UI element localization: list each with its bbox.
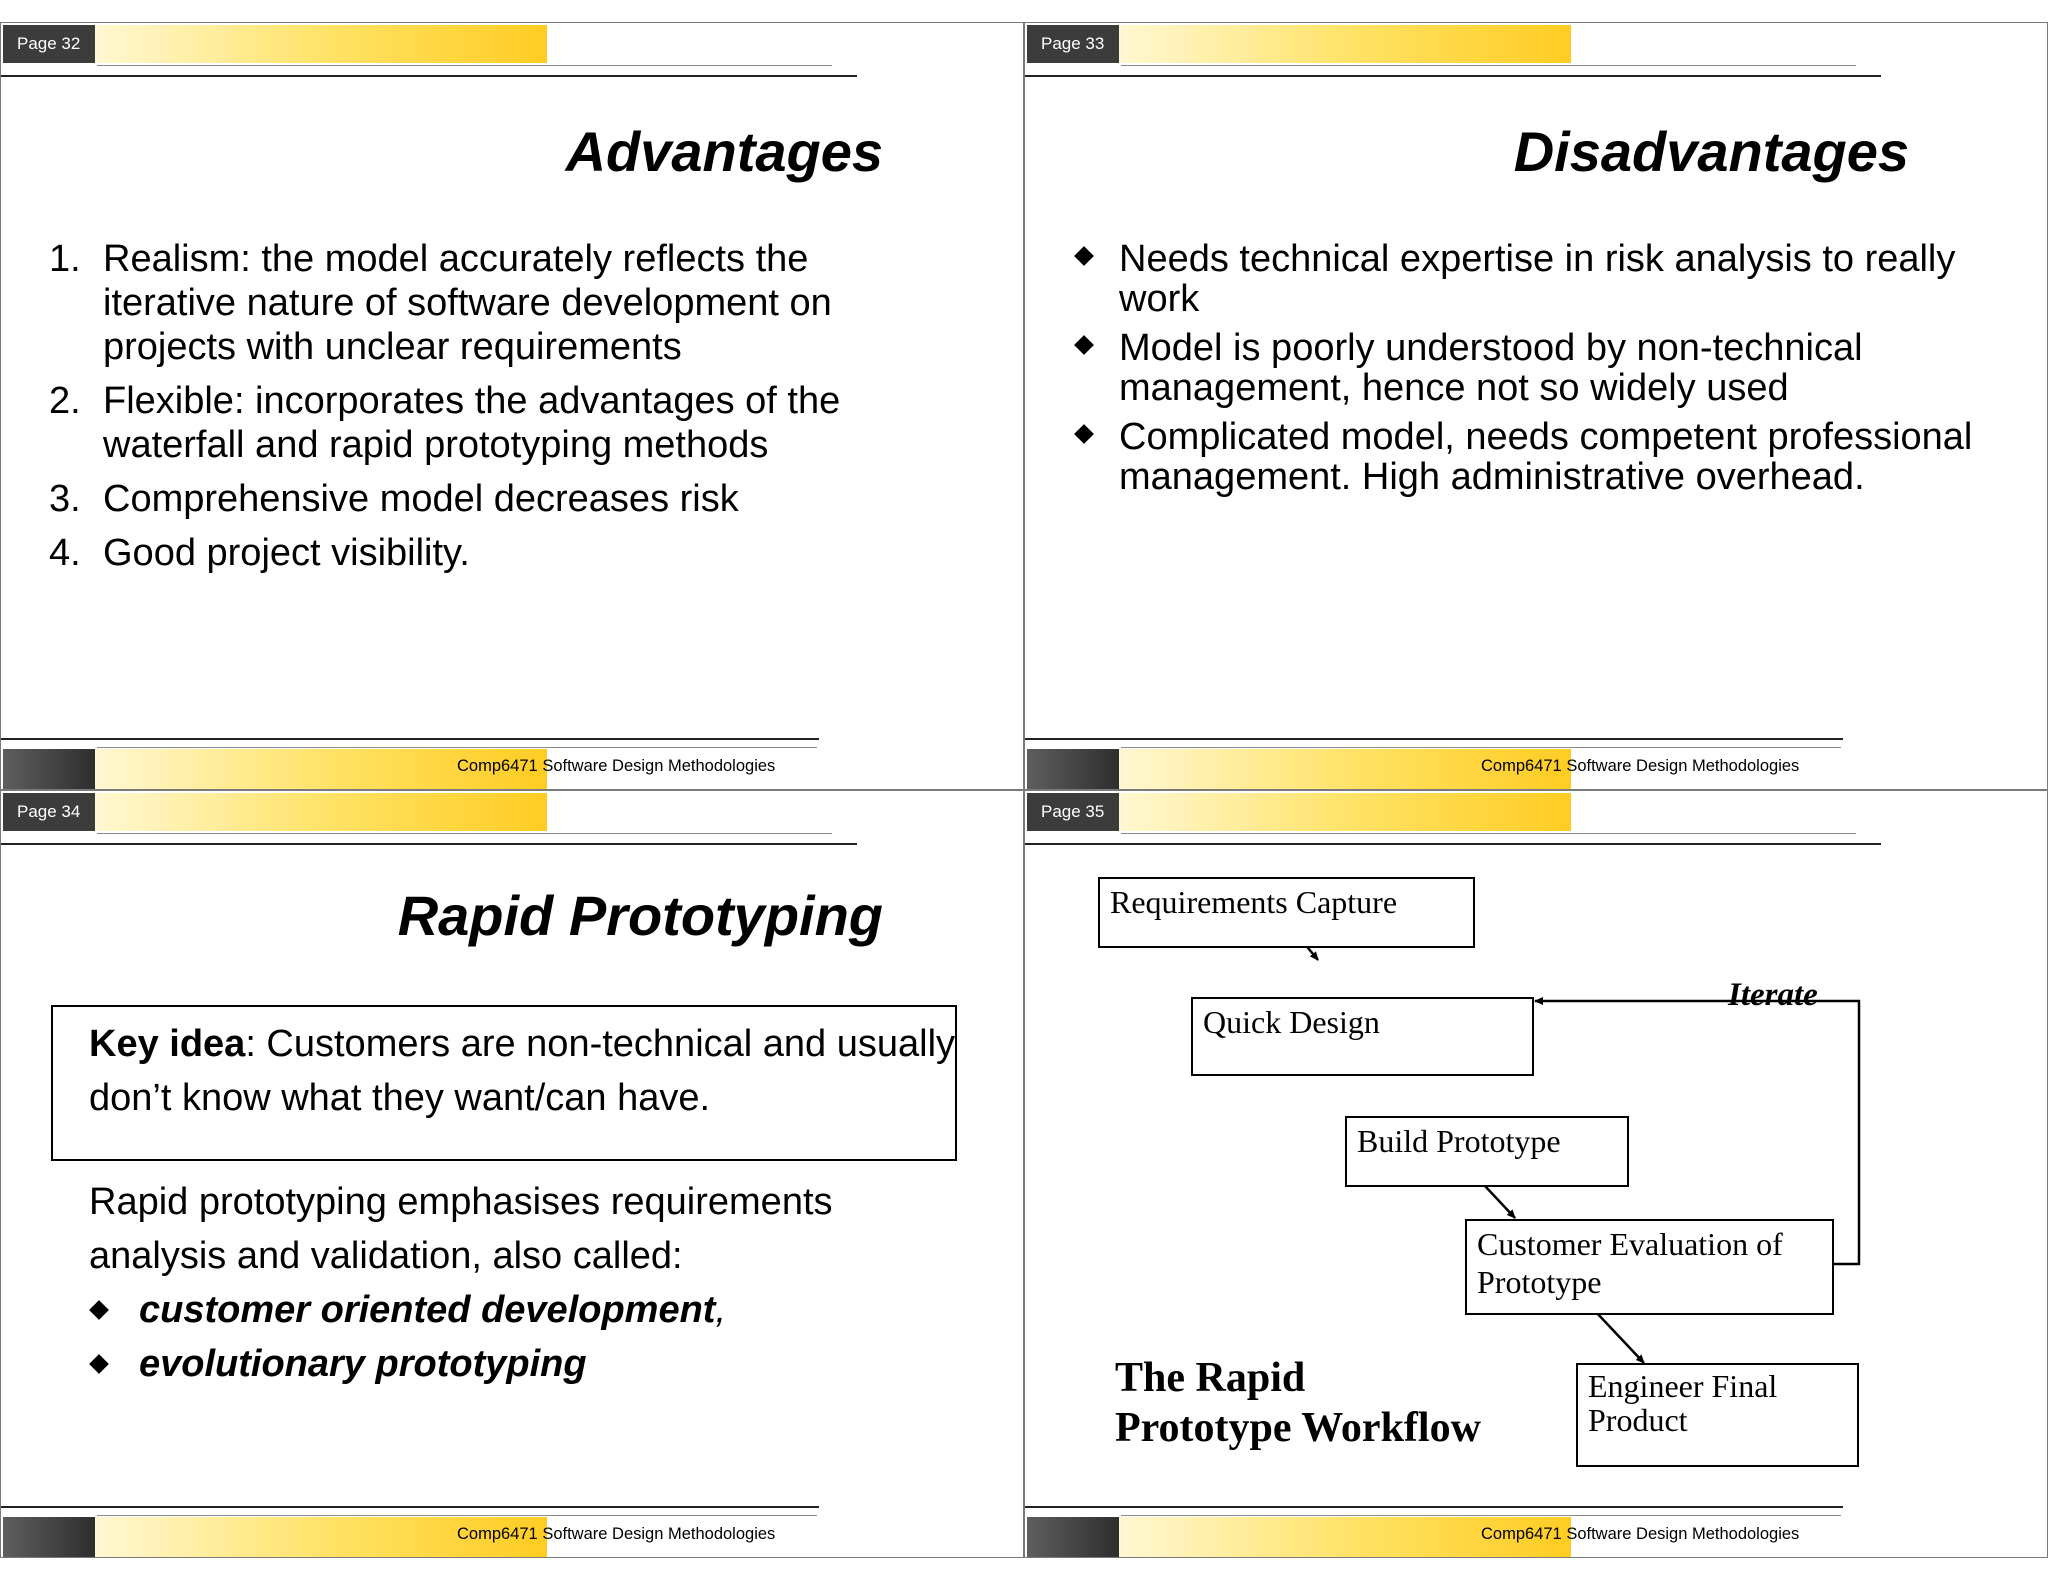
caption-line: Prototype Workflow (1115, 1405, 1481, 1451)
footer-divider (1025, 1506, 1843, 1508)
course-title: Software Design Methodologies (1566, 757, 1800, 775)
diamond-bullet-icon (1074, 246, 1094, 266)
footer-divider (1, 738, 819, 740)
course-code: Comp6471 (457, 757, 538, 775)
item-suffix: , (715, 1289, 727, 1331)
item-text: Needs technical expertise in risk analysis to really work (1119, 238, 1956, 320)
list-item (49, 531, 929, 575)
slide-page-34 (0, 790, 1024, 1558)
flow-arrow (1485, 1186, 1515, 1218)
list-item (49, 379, 929, 467)
workflow-step-box: Build Prototype (1345, 1116, 1629, 1187)
key-idea-label: Key idea (89, 1023, 246, 1065)
course-title: Software Design Methodologies (1566, 1525, 1800, 1543)
course-code: Comp6471 (457, 1525, 538, 1543)
key-idea-box (51, 1005, 957, 1161)
footer-course-text (1481, 1525, 1799, 1544)
page-number-label: Page 33 (1027, 25, 1119, 63)
course-title: Software Design Methodologies (542, 1525, 776, 1543)
list-item (1059, 328, 2039, 408)
item-text: evolutionary prototyping (139, 1343, 587, 1385)
list-item (89, 1283, 726, 1337)
list-item (1059, 417, 2039, 497)
item-text: Comprehensive model decreases risk (103, 478, 739, 520)
item-text: Good project visibility. (103, 532, 470, 574)
item-number: 3. (49, 478, 81, 520)
course-code: Comp6471 (1481, 1525, 1562, 1543)
footer-divider (1121, 1515, 1841, 1516)
diamond-bullet-icon (89, 1354, 109, 1374)
footer-dark-block (1027, 1517, 1119, 1557)
key-idea-text: : Customers are non-technical and usually don’t know what they want/can have. (89, 1023, 956, 1119)
caption-line: The Rapid (1115, 1355, 1306, 1401)
course-title: Software Design Methodologies (542, 757, 776, 775)
list-item (49, 477, 929, 521)
footer-dark-block (3, 749, 95, 789)
flow-arrow (1595, 1311, 1644, 1363)
workflow-step-box: Engineer Final Product (1576, 1363, 1859, 1467)
page-number-label: Page 34 (3, 793, 95, 831)
header-divider (97, 833, 832, 834)
item-number: 2. (49, 380, 81, 422)
item-text: Flexible: incorporates the advantages of the waterfall and rapid prototyping methods (103, 380, 841, 466)
list-item (89, 1337, 726, 1391)
disadvantages-list (1059, 239, 2039, 506)
header-divider (1025, 75, 1881, 77)
workflow-step-box: Quick Design (1191, 997, 1534, 1076)
item-text: Realism: the model accurately reflects the iterative nature of software development on projects with unclear requirements (103, 238, 832, 368)
footer-course-text (1481, 757, 1799, 776)
advantages-list (49, 237, 929, 585)
item-text: customer oriented development (139, 1289, 716, 1331)
item-text: Complicated model, needs competent professional management. High administrative overhead. (1119, 416, 1973, 498)
slide-title: Rapid Prototyping (397, 884, 883, 947)
page-number-label: Page 35 (1027, 793, 1119, 831)
diamond-bullet-icon (1074, 424, 1094, 444)
page-number-label: Page 32 (3, 25, 95, 63)
header-divider (97, 65, 832, 66)
header-divider (1, 75, 857, 77)
footer-divider (1, 1506, 819, 1508)
diamond-bullet-icon (1074, 335, 1094, 355)
workflow-step-box: Customer Evaluation of Prototype (1465, 1219, 1834, 1315)
item-number: 1. (49, 238, 81, 280)
footer-divider (97, 747, 817, 748)
footer-dark-block (1027, 749, 1119, 789)
footer-divider (97, 1515, 817, 1516)
aka-list (89, 1283, 726, 1391)
iterate-label: Iterate (1728, 977, 1818, 1013)
slide-title: Disadvantages (1513, 120, 1909, 183)
header-divider (1121, 65, 1856, 66)
footer-course-text (457, 757, 775, 776)
list-item (49, 237, 929, 369)
slide-title: Advantages (565, 120, 883, 183)
description-paragraph: Rapid prototyping emphasises requirements analysis and validation, also called: (89, 1181, 833, 1277)
header-divider (1, 843, 857, 845)
list-item (1059, 239, 2039, 319)
slide-page-35 (1024, 790, 2048, 1558)
footer-divider (1025, 738, 1843, 740)
slide-page-32 (0, 22, 1024, 790)
workflow-step-box: Requirements Capture (1098, 877, 1475, 948)
item-text: Model is poorly understood by non-technical management, hence not so widely used (1119, 327, 1863, 409)
workflow-caption (1115, 1353, 1481, 1453)
course-code: Comp6471 (1481, 757, 1562, 775)
footer-divider (1121, 747, 1841, 748)
footer-course-text (457, 1525, 775, 1544)
slide-page-33 (1024, 22, 2048, 790)
diamond-bullet-icon (89, 1300, 109, 1320)
footer-dark-block (3, 1517, 95, 1557)
item-number: 4. (49, 532, 81, 574)
